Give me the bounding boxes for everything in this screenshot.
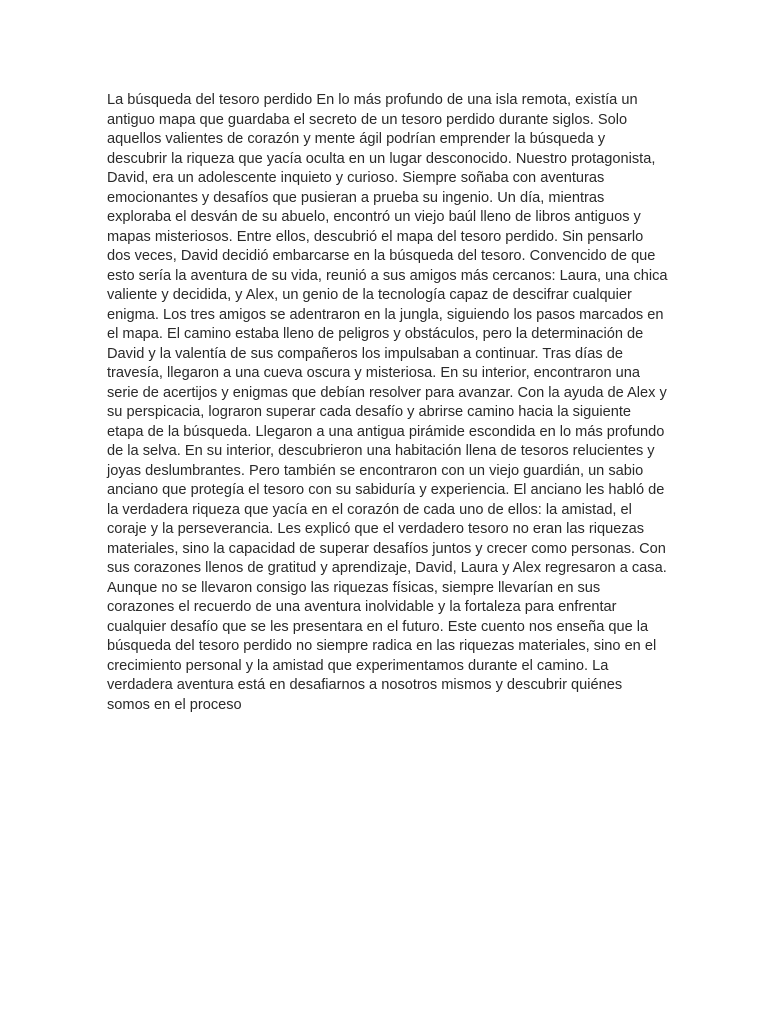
text-line-10: esto sería la aventura de su vida, reunió a sus amigos más cercanos: Laura, una chica	[107, 267, 668, 284]
text-line-13: el mapa. El camino estaba lleno de peligros y obstáculos, pero la determinación de	[107, 326, 644, 342]
text-line-25: sus corazones llenos de gratitud y aprendizaje, David, Laura y Alex regresaron a casa.	[107, 560, 667, 576]
text-line-12: enigma. Los tres amigos se adentraron en la jungla, siguiendo los pasos marcados en	[107, 306, 664, 323]
text-line-3: aquellos valientes de corazón y mente ágil podrían emprender la búsqueda y	[107, 131, 606, 147]
text-line-16: serie de acertijos y enigmas que debían resolver para avanzar. Con la ayuda de Alex y	[107, 384, 667, 401]
text-line-29: búsqueda del tesoro perdido no siempre radica en las riquezas materiales, sino en el	[107, 638, 657, 654]
text-line-19: de la selva. En su interior, descubrieron una habitación llena de tesoros relucientes y	[107, 443, 655, 459]
text-line-28: cualquier desafío que se les presentara en el futuro. Este cuento nos enseña que la	[107, 618, 649, 635]
text-line-27: corazones el recuerdo de una aventura inolvidable y la fortaleza para enfrentar	[107, 599, 617, 615]
text-line-18: etapa de la búsqueda. Llegaron a una antigua pirámide escondida en lo más profundo	[107, 423, 665, 440]
text-line-6: emocionantes y desafíos que pusieran a prueba su ingenio. Un día, mientras	[107, 189, 605, 206]
text-line-7: exploraba el desván de su abuelo, encontró un viejo baúl lleno de libros antiguos y	[107, 209, 641, 225]
text-line-17: su perspicacia, lograron superar cada desafío y abrirse camino hacia la siguiente	[107, 404, 632, 420]
text-line-30: crecimiento personal y la amistad que experimentamos durante el camino. La	[107, 657, 609, 674]
text-line-15: travesía, llegaron a una cueva oscura y misteriosa. En su interior, encontraron una	[107, 365, 640, 381]
text-line-32: somos en el proceso	[107, 696, 242, 713]
text-line-5: David, era un adolescente inquieto y curioso. Siempre soñaba con aventuras	[107, 170, 605, 186]
text-line-23: coraje y la perseverancia. Les explicó que el verdadero tesoro no eran las riquezas	[107, 521, 645, 537]
text-line-8: mapas misteriosos. Entre ellos, descubrió el mapa del tesoro perdido. Sin pensarlo	[107, 228, 644, 245]
text-line-9: dos veces, David decidió embarcarse en la búsqueda del tesoro. Convencido de que	[107, 248, 656, 264]
text-line-31: verdadera aventura está en desafiarnos a nosotros mismos y descubrir quiénes	[107, 677, 623, 693]
text-line-26: Aunque no se llevaron consigo las riquezas físicas, siempre llevarían en sus	[107, 579, 601, 596]
text-line-21: anciano que protegía el tesoro con su sabiduría y experiencia. El anciano les habló de	[107, 482, 665, 498]
text-line-1: La búsqueda del tesoro perdido En lo más profundo de una isla remota, existía un	[107, 92, 638, 108]
text-line-22: la verdadera riqueza que yacía en el corazón de cada uno de ellos: la amistad, el	[107, 501, 632, 518]
text-line-2: antiguo mapa que guardaba el secreto de un tesoro perdido durante siglos. Solo	[107, 111, 628, 128]
text-line-4: descubrir la riqueza que yacía oculta en un lugar desconocido. Nuestro protagonista,	[107, 150, 656, 167]
text-line-14: David y la valentía de sus compañeros los impulsaban a continuar. Tras días de	[107, 345, 623, 362]
text-line-24: materiales, sino la capacidad de superar desafíos juntos y crecer como personas. Con	[107, 540, 666, 557]
story-paragraph	[107, 91, 667, 715]
text-line-11: valiente y decidida, y Alex, un genio de la tecnología capaz de descifrar cualquier	[107, 287, 632, 303]
text-line-20: joyas deslumbrantes. Pero también se encontraron con un viejo guardián, un sabio	[107, 462, 644, 479]
